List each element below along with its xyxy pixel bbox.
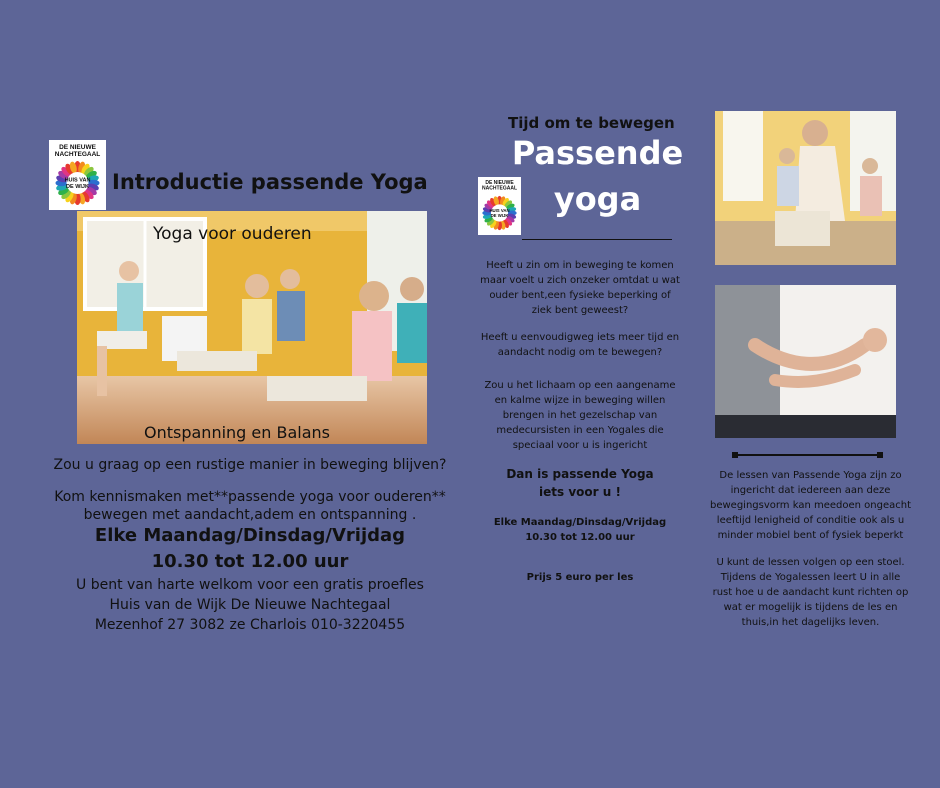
right-time-text: 10.30 tot 12.00 uur <box>525 532 635 543</box>
paragraph-5-line: thuis,in het dagelijks leven. <box>741 617 880 628</box>
paragraph-3-line: speciaal voor u is ingericht <box>512 440 648 451</box>
right-title-line-2: yoga <box>553 180 642 218</box>
paragraph-5-line: U kunt de lessen volgen op een stoel. <box>716 557 905 568</box>
right-days-text: Elke Maandag/Dinsdag/Vrijdag <box>493 517 667 528</box>
title-divider <box>522 239 672 240</box>
paragraph-2 <box>475 330 685 360</box>
svg-text:DE WIJK: DE WIJK <box>490 212 509 218</box>
seated-yoga-photo <box>715 111 896 265</box>
left-title: Introductie passende Yoga <box>112 170 428 194</box>
logo-flower-icon <box>478 177 521 235</box>
cta-text <box>475 465 685 501</box>
divider-dot-left <box>732 452 738 458</box>
intro-line-2: bewegen met aandacht,adem en ontspanning . <box>83 507 417 523</box>
logo-flower-icon <box>49 140 106 210</box>
paragraph-5-line: Tijdens de Yogalessen leert U in alle <box>720 572 901 583</box>
paragraph-1-line: maar voelt u zich onzeker omtdat u wat <box>480 275 680 286</box>
kicker-text: Tijd om te bewegen <box>508 114 675 132</box>
time-text: 10.30 tot 12.00 uur <box>151 551 349 572</box>
svg-text:DE NIEUWE: DE NIEUWE <box>59 144 96 151</box>
venue-text: Huis van de Wijk De Nieuwe Nachtegaal <box>109 597 391 613</box>
paragraph-2-line: Heeft u eenvoudigweg iets meer tijd en <box>480 332 680 343</box>
right-lower-text <box>698 468 923 630</box>
svg-text:NACHTEGAAL: NACHTEGAAL <box>482 185 517 192</box>
paragraph-2-line: aandacht nodig om te bewegen? <box>497 347 663 358</box>
paragraph-4-line: leeftijd lenigheid of conditie ook als u <box>716 515 905 526</box>
days-text: Elke Maandag/Dinsdag/Vrijdag <box>94 525 406 546</box>
photo-caption-top: Yoga voor ouderen <box>153 224 312 244</box>
paragraph-1-line: ziek bent geweest? <box>531 305 629 316</box>
right-divider-line <box>734 454 880 456</box>
paragraph-5 <box>698 555 923 630</box>
paragraph-4-line: minder mobiel bent of fysiek beperkt <box>717 530 904 541</box>
intro-line-1: Kom kennismaken met**passende yoga voor ouderen** <box>54 489 446 505</box>
paragraph-4-line: ingericht dat iedereen aan deze <box>730 485 891 496</box>
divider-dot-right <box>877 452 883 458</box>
svg-text:HUIS VAN: HUIS VAN <box>489 207 510 213</box>
welcome-text: U bent van harte welkom voor een gratis proefles <box>76 577 424 593</box>
yoga-class-photo <box>77 211 427 444</box>
left-info-block <box>40 457 460 637</box>
paragraph-1-line: Heeft u zin om in beweging te komen <box>486 260 674 271</box>
cta-line: iets voor u ! <box>539 485 621 499</box>
cta-line: Dan is passende Yoga <box>506 467 654 481</box>
paragraph-3-line: Zou u het lichaam op een aangename <box>484 380 676 391</box>
svg-text:DE WIJK: DE WIJK <box>66 184 89 190</box>
paragraph-3 <box>475 378 685 453</box>
address-text: Mezenhof 27 3082 ze Charlois 010-3220455 <box>94 617 406 633</box>
paragraph-4 <box>698 468 923 543</box>
paragraph-3-line: medecursisten in een Yogales die <box>496 425 664 436</box>
hands-stretch-photo <box>715 285 896 438</box>
paragraph-1 <box>475 258 685 318</box>
right-title-line-1: Passende <box>511 134 684 172</box>
svg-text:DE NIEUWE: DE NIEUWE <box>485 180 514 186</box>
paragraph-4-line: bewegingsvorm kan meedoen ongeacht <box>709 500 912 511</box>
paragraph-1-line: ouder bent,een fysieke beperking of <box>489 290 671 301</box>
paragraph-5-line: rust hoe u de aandacht kunt richten op <box>712 587 909 598</box>
photo-caption-bottom: Ontspanning en Balans <box>144 423 330 442</box>
huis-van-de-wijk-logo <box>49 140 106 210</box>
svg-text:NACHTEGAAL: NACHTEGAAL <box>54 151 101 158</box>
question-text: Zou u graag op een rustige manier in beweging blijven? <box>53 457 447 473</box>
right-text-column <box>475 258 685 585</box>
price-text: Prijs 5 euro per les <box>526 572 634 583</box>
paragraph-5-line: wat er mogelijk is tijdens de les en <box>723 602 898 613</box>
paragraph-3-line: brengen in het gezelschap van <box>502 410 658 421</box>
svg-text:HUIS VAN: HUIS VAN <box>64 177 91 184</box>
huis-van-de-wijk-logo-small <box>478 177 521 235</box>
paragraph-3-line: en kalme wijze in beweging willen <box>494 395 666 406</box>
paragraph-4-line: De lessen van Passende Yoga zijn zo <box>719 470 902 481</box>
